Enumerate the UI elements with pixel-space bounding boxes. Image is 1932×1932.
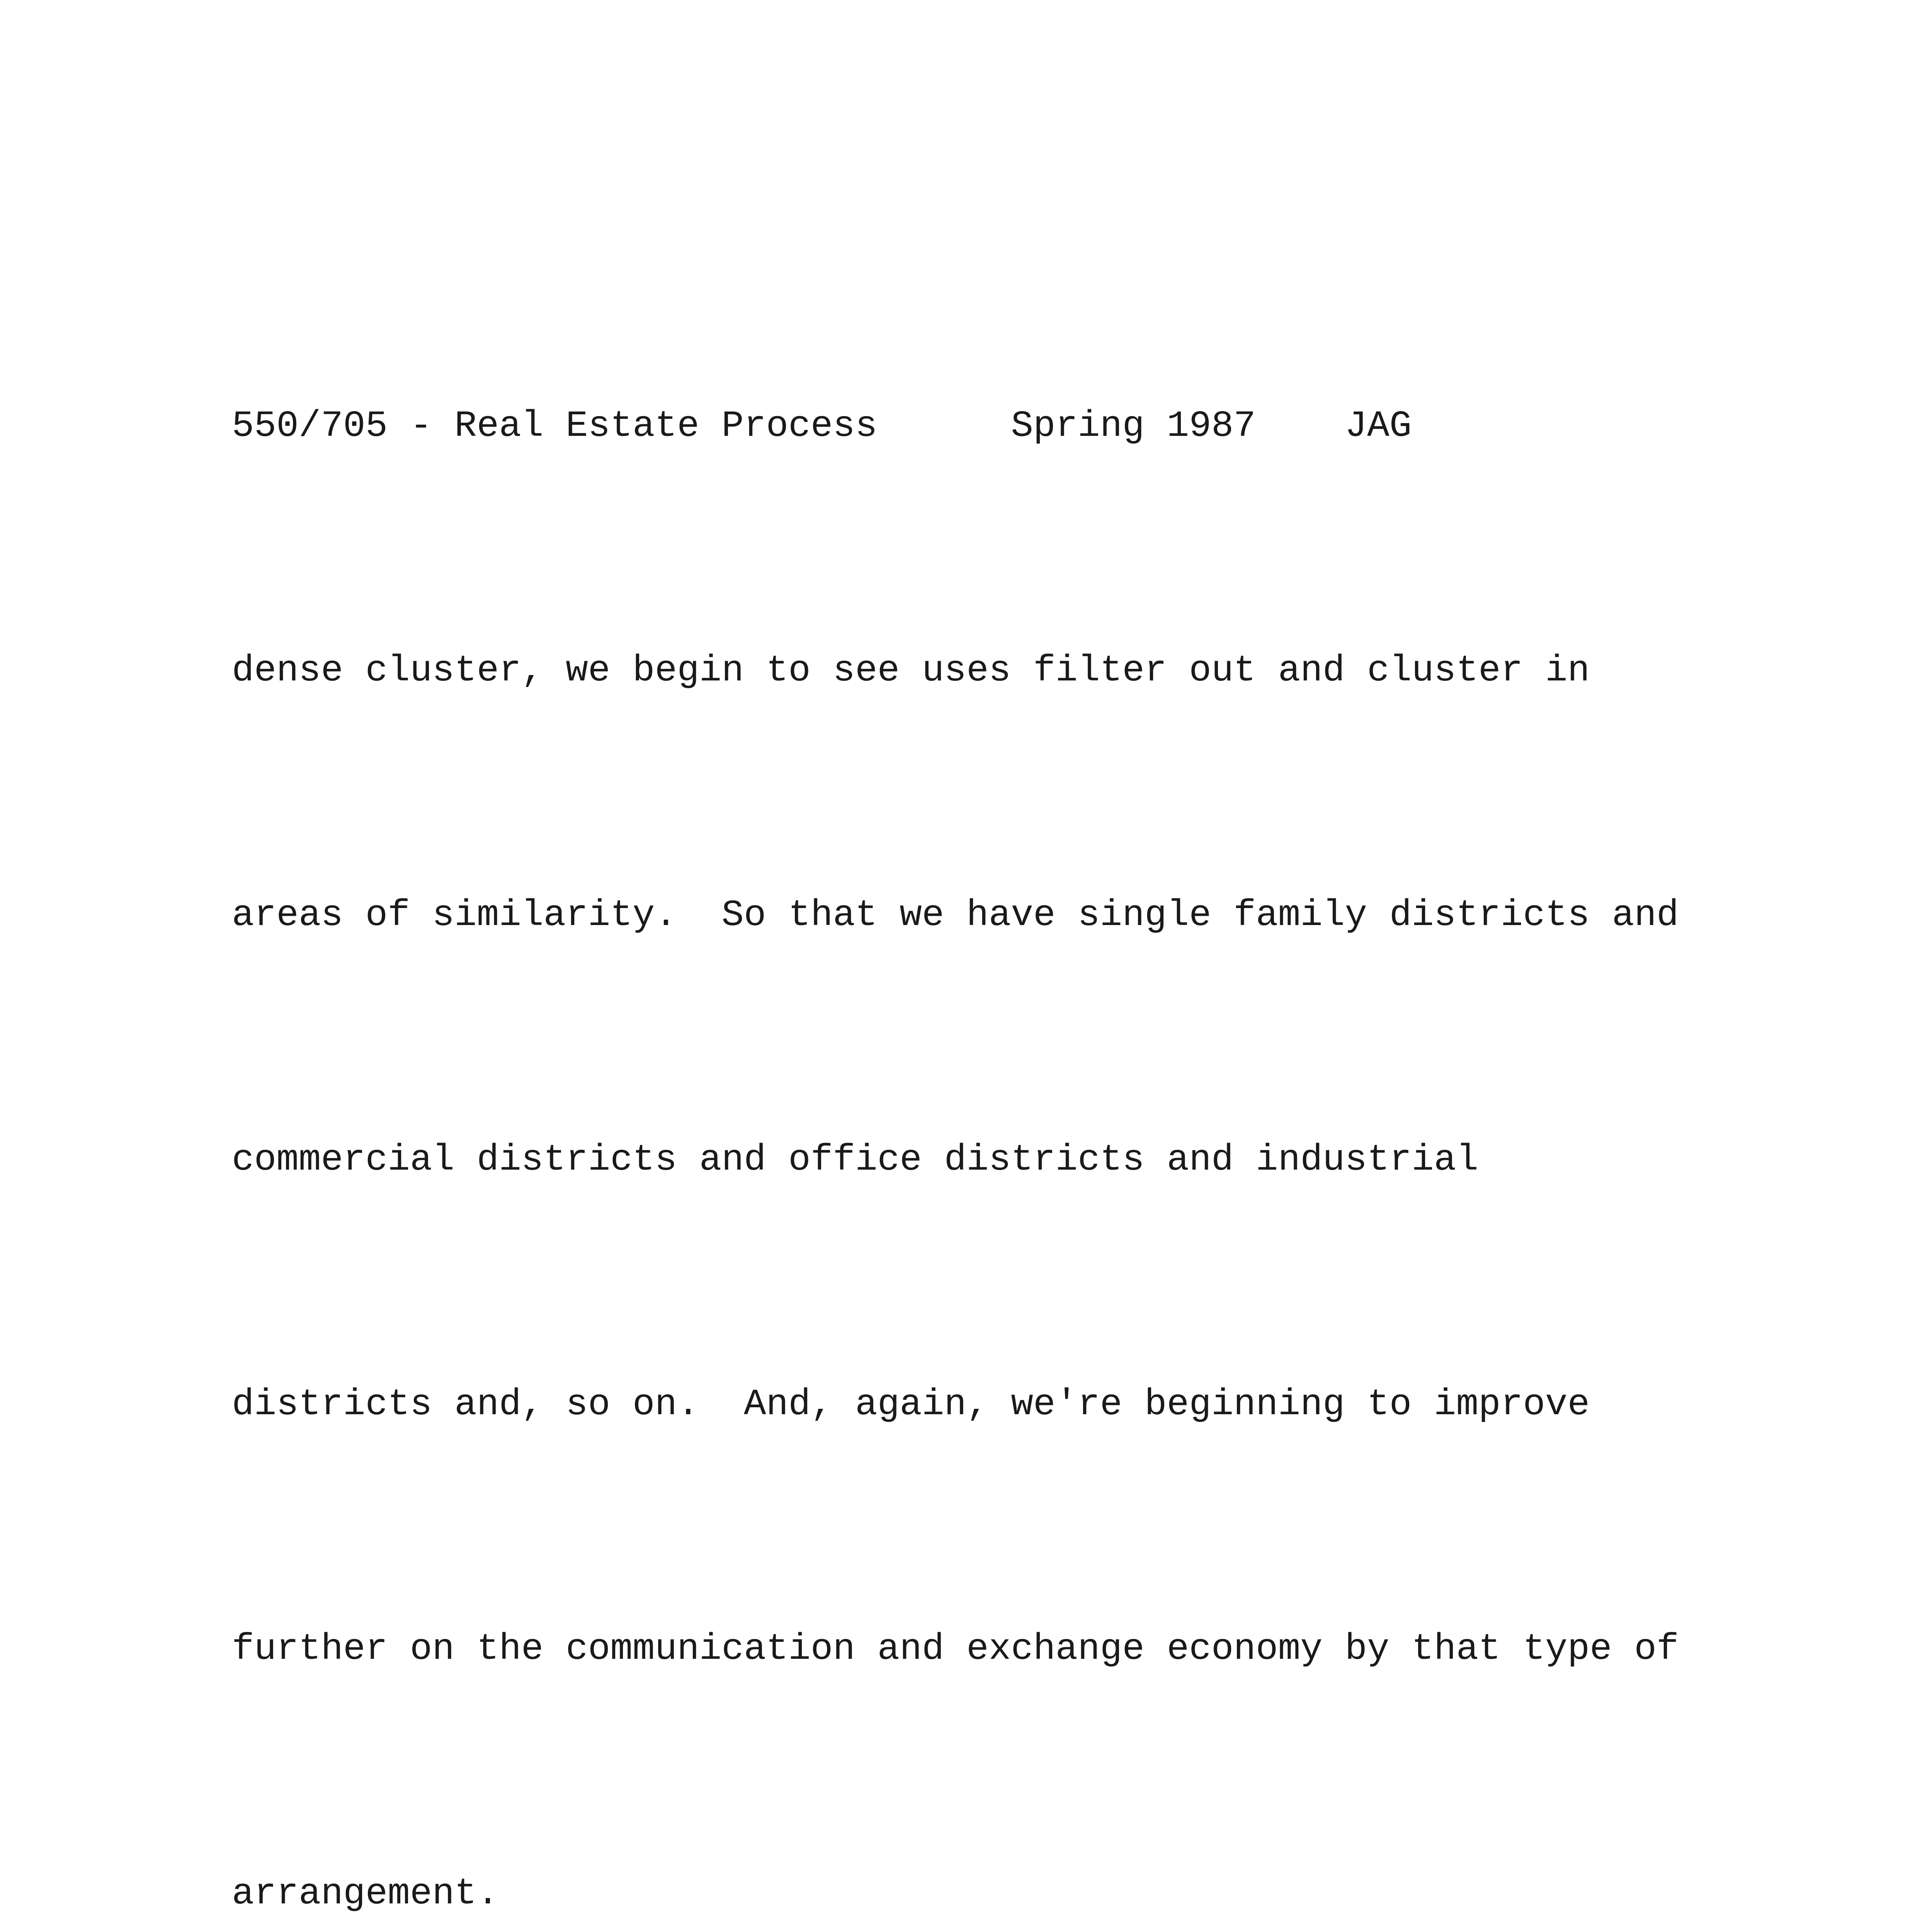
text-line: dense cluster, we begin to see uses filter out and cluster in: [232, 650, 1590, 692]
page-text: [232, 222, 1777, 1932]
text-line: further on the communication and exchange economy by that type of: [232, 1628, 1679, 1670]
text-line: commercial districts and office districts and industrial: [232, 1139, 1479, 1181]
text-line: arrangement.: [232, 1872, 499, 1915]
running-header: 550/705 - Real Estate Process Spring 1987 JAG: [232, 405, 1412, 447]
text-line: districts and, so on. And, again, we're beginning to improve: [232, 1383, 1590, 1425]
text-line: areas of similarity. So that we have single family districts and: [232, 894, 1679, 936]
